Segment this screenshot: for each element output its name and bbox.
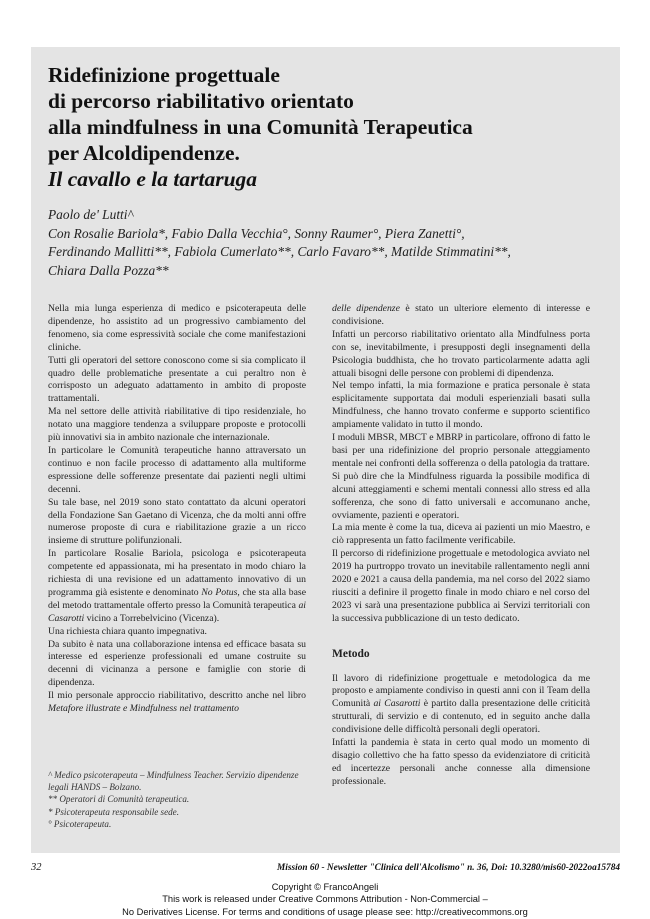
community-name: ai Casarotti <box>373 698 421 710</box>
page-footer <box>31 862 620 876</box>
community-name: ai Casarotti <box>48 599 306 624</box>
body-paragraph: Si può dire che la Mindfulness riguarda la possibile modifica di alcuni atteggiamenti e schemi mentali connessi allo stress ed alla sofferenza, che sono di fatto universali e accomunano anche, ovviamente, pazienti e operatori. <box>332 470 590 521</box>
book-title-continued: delle dipendenze <box>332 303 400 314</box>
journal-citation: Mission 60 - Newsletter "Clinica dell'Alcolismo" n. 36, Doi: 10.3280/mis60-2022oa15784 <box>277 863 620 873</box>
body-paragraph: Infatti la pandemia è stata in certo qual modo un momento di disagio collettivo che ha fatto spesso da evidenziatore di criticità ed incertezze personali anche connesse alla dimensione professionale. <box>332 737 590 787</box>
body-paragraph: I moduli MBSR, MBCT e MBRP in particolare, offrono di fatto le basi per una ridefinizione del proprio personale atteggiamento mentale nei confronti della sofferenza o della patologia da trattare. <box>332 432 590 469</box>
text-run: Il mio personale approccio riabilitativo, descritto anche nel libro <box>48 690 306 702</box>
license-line: This work is released under Creative Commons Attribution - Non-Commercial – <box>162 894 488 905</box>
title-line: di percorso riabilitativo orientato <box>48 89 354 113</box>
body-paragraph <box>332 303 590 329</box>
body-paragraph: In particolare le Comunità terapeutiche hanno attraversato un continuo e non facile processo di adattamento alla multiforme espressione delle sofferenze presentate dai pazienti negli ultimi decenni. <box>48 444 306 495</box>
section-heading: Metodo <box>332 647 370 660</box>
title-line: alla mindfulness in una Comunità Terapeutica <box>48 115 473 139</box>
text-run: è stato un ulteriore elemento di interesse e condivisione. <box>332 303 590 327</box>
body-paragraph: Infatti un percorso riabilitativo orientato alla Mindfulness porta con se, inevitabilmente, i presupposti degli insegnamenti della Psicologia buddhista, che ho trovato particolarmente adatta agli attuali bisogni delle persone con problemi di dipendenza. <box>332 328 590 379</box>
body-paragraph <box>332 673 590 738</box>
lead-author: Paolo de' Lutti^ <box>48 207 134 222</box>
body-paragraph: Da subito è nata una collaborazione intensa ed efficace basata su interesse ed esperienze professionali ed umane costruite su decenni di vicinanza a persone e famiglie con storie di dipendenza. <box>48 638 306 689</box>
article-subtitle: Il cavallo e la tartaruga <box>48 167 258 191</box>
text-run: , che sta alla base del metodo trattamentale offerto presso la Comunità terapeutica <box>48 586 306 611</box>
footnote: ** Operatori di Comunità terapeutica. <box>48 794 190 805</box>
article-title <box>48 62 608 192</box>
body-paragraph: Nella mia lunga esperienza di medico e psicoterapeuta delle dipendenze, ho assistito ad un progressivo cambiamento del fenomeno, sia come espressività sociale che come manifestazioni cliniche. <box>48 303 306 353</box>
body-paragraph: Una richiesta chiara quanto impegnativa. <box>48 625 207 637</box>
author-list <box>48 206 608 280</box>
body-paragraph: Tutti gli operatori del settore conoscono come si sia complicato il quadro delle problematiche presentate a cui peraltro non è corrisposto un adeguato adattamento in ambito di proposte trattamentali. <box>48 354 306 405</box>
co-authors-line: Chiara Dalla Pozza** <box>48 262 169 278</box>
body-paragraph: La mia mente è come la tua, diceva ai pazienti un mio Maestro, e ciò rappresenta un fatto facilmente verificabile. <box>332 522 590 547</box>
text-run: In particolare Rosalie Bariola, psicologa e psicoterapeuta competente ed appassionata, mi ha presentato in modo chiaro la richiesta di una revisione ed un adattamento innovativo di un programma già esistente e denominato <box>48 548 306 598</box>
body-paragraph: Nel tempo infatti, la mia formazione e pratica personale è stata esplicitamente supportata dai moduli esperienziali basati sulla Mindfulness, che hanno trovato conferme e supporto scientifico ampiamente validato in tutto il mondo. <box>332 380 590 431</box>
footnote: * Psicoterapeuta responsabile sede. <box>48 806 179 817</box>
body-paragraph: Su tale base, nel 2019 sono stato contattato da alcuni operatori della Fondazione San Gaetano di Vicenza, che da molti anni offre numerose proposte di cura e riabilitazione grazie a un ricco insieme di strutture polifunzionali. <box>48 496 306 547</box>
copyright-line: Copyright © FrancoAngeli <box>271 882 379 892</box>
body-paragraph <box>48 690 306 716</box>
co-authors-line: Ferdinando Mallitti**, Fabiola Cumerlato**, Carlo Favaro**, Matilde Stimmatini**, <box>48 244 511 259</box>
text-run: è partito dalla presentazione delle criticità strutturali, di servizio e di contenuto, ed in seguito anche dalla condivisione delle difficoltà personali degli operatori. <box>332 698 590 736</box>
text-run: vicino a Torrebelvicino (Vicenza). <box>84 612 220 624</box>
title-line: per Alcoldipendenze. <box>48 141 240 165</box>
title-line: Ridefinizione progettuale <box>48 63 280 87</box>
footnote: ° Psicoterapeuta. <box>48 818 112 829</box>
co-authors-line: Con Rosalie Bariola*, Fabio Dalla Vecchia°, Sonny Raumer°, Piera Zanetti°, <box>48 225 465 241</box>
book-title: Metafore illustrate e Mindfulness nel trattamento <box>48 703 239 715</box>
body-column-left <box>48 303 306 716</box>
body-column-right <box>332 303 590 789</box>
footnotes <box>48 769 306 830</box>
body-paragraph: Ma nel settore delle attività riabilitative di tipo residenziale, ho notato una maggiore tendenza a sviluppare proposte e protocolli più innovativi sia in ambito nazionale che internazionale. <box>48 406 306 444</box>
license-line: No Derivatives License. For terms and conditions of usage please see: http://creativecommons.org <box>122 906 528 917</box>
page-number: 32 <box>31 862 42 873</box>
body-paragraph <box>48 548 306 625</box>
body-paragraph: Il percorso di ridefinizione progettuale e metodologica avviato nel 2019 ha purtroppo trovato un inevitabile rallentamento negli anni 2020 e 2021 a causa della pandemia, ma nel corso del 2022 siamo riusciti a definire il progetto finale in modo chiaro e nel corso del 2023 vi sarà una presentazione pubblica ai Servizi territoriali con la successiva pubblicazione di un testo dedicato. <box>332 548 590 624</box>
program-name: No Potus <box>201 586 238 598</box>
text-run: Il lavoro di ridefinizione progettuale e metodologica da me proposto e ampiamente condiviso in questi anni con il Team della Comunità <box>332 672 590 710</box>
footnote: ^ Medico psicoterapeuta – Mindfulness Teacher. Servizio dipendenze legali HANDS – Bolzano. <box>48 770 299 793</box>
license-notice <box>0 881 650 918</box>
